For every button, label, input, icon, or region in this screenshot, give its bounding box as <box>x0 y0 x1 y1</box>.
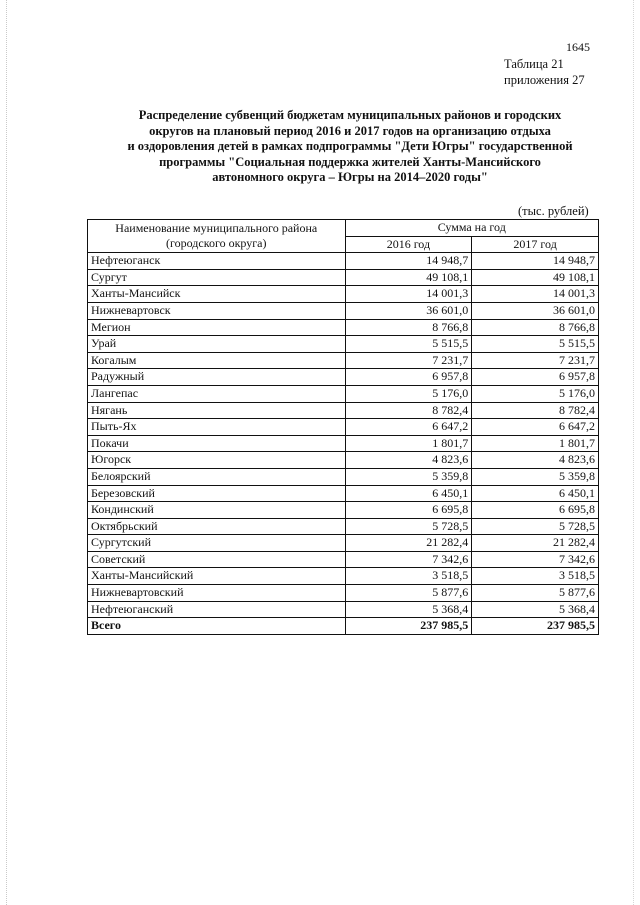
cell-sum-2016: 5 877,6 <box>345 585 472 602</box>
cell-sum-2017: 4 823,6 <box>472 452 599 469</box>
cell-sum-2017: 6 957,8 <box>472 369 599 386</box>
cell-municipality: Нижневартовский <box>88 585 346 602</box>
cell-sum-2016: 14 001,3 <box>345 286 472 303</box>
table-row <box>88 419 599 436</box>
cell-municipality: Всего <box>88 618 346 635</box>
cell-municipality: Лангепас <box>88 385 346 402</box>
cell-municipality: Покачи <box>88 435 346 452</box>
cell-sum-2016: 5 176,0 <box>345 385 472 402</box>
table-row <box>88 502 599 519</box>
table-row <box>88 551 599 568</box>
table-row <box>88 302 599 319</box>
cell-municipality: Нижневартовск <box>88 302 346 319</box>
cell-sum-2017: 5 515,5 <box>472 336 599 353</box>
units-note: (тыс. рублей) <box>518 204 589 218</box>
column-header-sum: Сумма на год <box>345 220 598 237</box>
cell-municipality: Белоярский <box>88 468 346 485</box>
subsidy-table <box>87 219 599 635</box>
document-title <box>92 108 608 186</box>
cell-sum-2016: 237 985,5 <box>345 618 472 635</box>
column-header-name <box>88 220 346 253</box>
appendix-label: приложения 27 <box>504 73 585 87</box>
cell-sum-2017: 5 176,0 <box>472 385 599 402</box>
column-header-2016: 2016 год <box>345 236 472 253</box>
cell-municipality: Нягань <box>88 402 346 419</box>
table-body <box>88 253 599 635</box>
column-header-name-line2: (городского округа) <box>166 236 267 251</box>
cell-sum-2017: 1 801,7 <box>472 435 599 452</box>
cell-sum-2016: 3 518,5 <box>345 568 472 585</box>
column-header-name-line1: Наименование муниципального района <box>115 220 318 235</box>
table-row <box>88 269 599 286</box>
table-row <box>88 485 599 502</box>
cell-sum-2017: 8 766,8 <box>472 319 599 336</box>
cell-sum-2017: 14 001,3 <box>472 286 599 303</box>
title-line: Распределение субвенций бюджетам муниципальных районов и городских <box>138 108 562 122</box>
cell-sum-2016: 1 801,7 <box>345 435 472 452</box>
cell-sum-2016: 6 450,1 <box>345 485 472 502</box>
cell-sum-2016: 7 342,6 <box>345 551 472 568</box>
cell-sum-2016: 4 823,6 <box>345 452 472 469</box>
cell-municipality: Мегион <box>88 319 346 336</box>
cell-sum-2016: 5 728,5 <box>345 518 472 535</box>
title-line: округов на плановый период 2016 и 2017 годов на организацию отдыха <box>149 123 551 138</box>
cell-sum-2017: 237 985,5 <box>472 618 599 635</box>
cell-sum-2016: 49 108,1 <box>345 269 472 286</box>
cell-sum-2016: 6 647,2 <box>345 419 472 436</box>
table-row <box>88 518 599 535</box>
cell-municipality: Нефтеюганский <box>88 601 346 618</box>
cell-sum-2016: 14 948,7 <box>345 253 472 270</box>
cell-municipality: Югорск <box>88 452 346 469</box>
table-total-row <box>88 618 599 635</box>
table-row <box>88 601 599 618</box>
table-row <box>88 402 599 419</box>
table-label: Таблица 21 <box>504 57 564 71</box>
table-row <box>88 253 599 270</box>
cell-sum-2017: 5 728,5 <box>472 518 599 535</box>
table-row <box>88 286 599 303</box>
cell-sum-2016: 5 515,5 <box>345 336 472 353</box>
cell-sum-2017: 21 282,4 <box>472 535 599 552</box>
cell-municipality: Ханты-Мансийск <box>88 286 346 303</box>
cell-municipality: Урай <box>88 336 346 353</box>
cell-sum-2017: 36 601,0 <box>472 302 599 319</box>
title-line: автономного округа – Югры на 2014–2020 годы" <box>212 170 488 184</box>
cell-sum-2017: 6 647,2 <box>472 419 599 436</box>
cell-sum-2017: 5 359,8 <box>472 468 599 485</box>
cell-municipality: Когалым <box>88 352 346 369</box>
cell-sum-2017: 3 518,5 <box>472 568 599 585</box>
cell-sum-2017: 8 782,4 <box>472 402 599 419</box>
table-row <box>88 452 599 469</box>
cell-sum-2016: 21 282,4 <box>345 535 472 552</box>
cell-municipality: Советский <box>88 551 346 568</box>
table-row <box>88 535 599 552</box>
title-line: программы "Социальная поддержка жителей Ханты-Мансийского <box>159 154 541 169</box>
table-reference <box>504 56 585 88</box>
table-row <box>88 585 599 602</box>
table-row <box>88 468 599 485</box>
cell-sum-2016: 6 695,8 <box>345 502 472 519</box>
cell-municipality: Нефтеюганск <box>88 253 346 270</box>
scan-edge-right <box>633 0 634 905</box>
cell-sum-2016: 8 766,8 <box>345 319 472 336</box>
cell-municipality: Сургут <box>88 269 346 286</box>
cell-sum-2016: 7 231,7 <box>345 352 472 369</box>
cell-municipality: Октябрьский <box>88 518 346 535</box>
cell-sum-2016: 8 782,4 <box>345 402 472 419</box>
table-row <box>88 369 599 386</box>
cell-sum-2017: 5 877,6 <box>472 585 599 602</box>
table-row <box>88 435 599 452</box>
cell-municipality: Сургутский <box>88 535 346 552</box>
column-header-2017: 2017 год <box>472 236 599 253</box>
cell-sum-2017: 6 695,8 <box>472 502 599 519</box>
table-row <box>88 385 599 402</box>
cell-municipality: Радужный <box>88 369 346 386</box>
cell-sum-2017: 6 450,1 <box>472 485 599 502</box>
cell-sum-2016: 5 368,4 <box>345 601 472 618</box>
table-row <box>88 336 599 353</box>
cell-sum-2016: 5 359,8 <box>345 468 472 485</box>
cell-sum-2017: 7 342,6 <box>472 551 599 568</box>
cell-municipality: Пыть-Ях <box>88 419 346 436</box>
cell-sum-2016: 6 957,8 <box>345 369 472 386</box>
cell-sum-2016: 36 601,0 <box>345 302 472 319</box>
scan-edge-left <box>6 0 7 905</box>
cell-sum-2017: 14 948,7 <box>472 253 599 270</box>
title-line: и оздоровления детей в рамках подпрограммы "Дети Югры" государственной <box>127 139 573 153</box>
table-row <box>88 568 599 585</box>
cell-sum-2017: 5 368,4 <box>472 601 599 618</box>
table-row <box>88 319 599 336</box>
cell-municipality: Березовский <box>88 485 346 502</box>
cell-municipality: Кондинский <box>88 502 346 519</box>
cell-sum-2017: 49 108,1 <box>472 269 599 286</box>
cell-municipality: Ханты-Мансийский <box>88 568 346 585</box>
table-row <box>88 352 599 369</box>
page-number: 1645 <box>566 40 590 54</box>
cell-sum-2017: 7 231,7 <box>472 352 599 369</box>
